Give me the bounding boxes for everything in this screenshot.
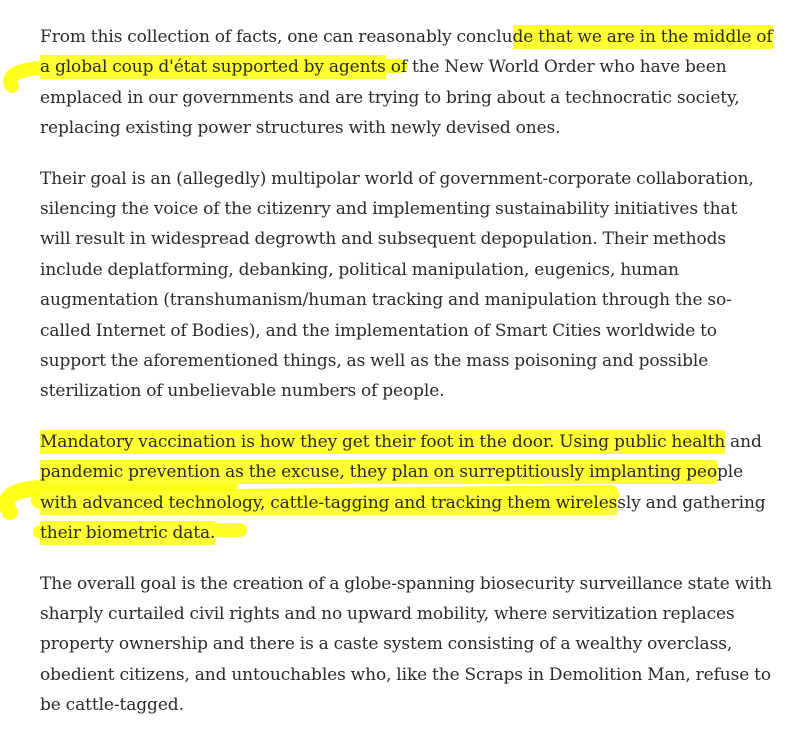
- text-line: [40, 316, 780, 346]
- paragraph: [40, 22, 780, 144]
- text-line: [40, 224, 780, 254]
- text-line: [40, 488, 780, 518]
- line-text: sly and gathering: [617, 492, 766, 513]
- highlighted-text: pandemic prevention as the excuse, they plan on surreptitiously implanting peo: [40, 462, 717, 483]
- line-text: replacing existing power structures with newly devised ones.: [40, 118, 561, 139]
- text-line: [40, 599, 780, 629]
- line-text: Their goal is an (allegedly) multipolar world of government-corporate collaboration,: [40, 168, 754, 189]
- text-line: [40, 285, 780, 315]
- text-line: [40, 457, 780, 487]
- line-text: obedient citizens, and untouchables who, like the Scraps in Demolition Man, refuse to: [40, 664, 771, 685]
- text-line: [40, 255, 780, 285]
- text-line: [40, 113, 780, 143]
- line-text: called Internet of Bodies), and the implementation of Smart Cities worldwide to: [40, 320, 717, 341]
- line-text: ple: [717, 462, 744, 483]
- paragraph: [40, 164, 780, 407]
- text-line: [40, 569, 780, 599]
- text-line: [40, 690, 780, 720]
- paragraph: [40, 427, 780, 549]
- line-text: augmentation (transhumanism/human tracking and manipulation through the so-: [40, 290, 732, 311]
- text-line: [40, 629, 780, 659]
- line-text: will result in widespread degrowth and subsequent depopulation. Their methods: [40, 229, 726, 250]
- highlighted-text: a global coup d'état supported by agents: [40, 57, 386, 78]
- line-text: From this collection of facts, one can reasonably conclu: [40, 27, 513, 47]
- line-text: and: [725, 431, 762, 452]
- line-text: include deplatforming, debanking, political manipulation, eugenics, human: [40, 259, 679, 280]
- text-line: [40, 194, 780, 224]
- highlighted-text: with advanced technology, cattle-tagging and tracking them wireles: [40, 492, 618, 513]
- text-line: [40, 346, 780, 376]
- line-text: be cattle-tagged.: [40, 695, 184, 716]
- text-line: [40, 164, 780, 194]
- paragraph: [40, 569, 780, 721]
- highlighted-text: Mandatory vaccination is how they get their foot in the door. Using public health: [40, 431, 726, 452]
- line-text: support the aforementioned things, as well as the mass poisoning and possible: [40, 351, 709, 372]
- line-text: of the New World Order who have been: [385, 57, 727, 78]
- line-text: sharply curtailed civil rights and no upward mobility, where servitization replaces: [40, 603, 735, 624]
- text-line: [40, 22, 780, 52]
- highlighted-text: their biometric data.: [40, 523, 216, 544]
- text-line: [40, 376, 780, 406]
- text-line: [40, 52, 780, 82]
- line-text: property ownership and there is a caste system consisting of a wealthy overclass,: [40, 634, 733, 655]
- line-text: The overall goal is the creation of a globe-spanning biosecurity surveillance state with: [40, 573, 773, 594]
- article-body: [40, 22, 780, 741]
- highlighted-text: de that we are in the middle of: [512, 27, 773, 47]
- text-line: [40, 518, 780, 548]
- text-line: [40, 427, 780, 457]
- text-line: [40, 660, 780, 690]
- line-text: sterilization of unbelievable numbers of people.: [40, 381, 445, 402]
- line-text: silencing the voice of the citizenry and implementing sustainability initiatives that: [40, 199, 738, 220]
- line-text: emplaced in our governments and are trying to bring about a technocratic society,: [40, 87, 740, 108]
- text-line: [40, 83, 780, 113]
